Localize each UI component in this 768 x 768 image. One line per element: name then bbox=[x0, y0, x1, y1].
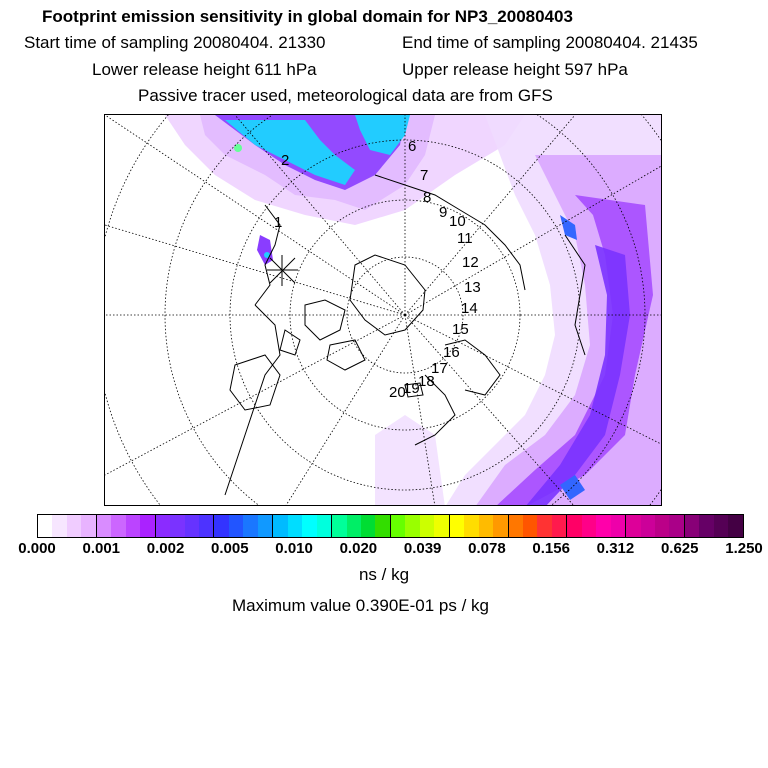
release-point-star bbox=[267, 255, 298, 286]
traj-label-1: 1 bbox=[274, 214, 283, 231]
colorbar-tick-label: 0.078 bbox=[468, 540, 506, 557]
colorbar-cell bbox=[375, 515, 390, 537]
colorbar-cell bbox=[302, 515, 316, 537]
colorbar-cell bbox=[567, 515, 581, 537]
map-canvas bbox=[105, 115, 662, 506]
colorbar-cell bbox=[111, 515, 125, 537]
field-release-blob bbox=[257, 235, 273, 265]
colorbar-cell bbox=[288, 515, 302, 537]
colorbar-cell bbox=[185, 515, 199, 537]
traj-label-18: 18 bbox=[418, 373, 435, 390]
colorbar-tick-label: 0.010 bbox=[275, 540, 313, 557]
traj-label-19: 19 bbox=[403, 380, 420, 397]
upper-height-label: Upper release height 597 hPa bbox=[402, 60, 628, 79]
colorbar-cell bbox=[699, 515, 713, 537]
colorbar-tick-label: 1.250 bbox=[725, 540, 763, 557]
colorbar bbox=[37, 514, 744, 538]
colorbar-cell bbox=[552, 515, 567, 537]
colorbar-cell bbox=[728, 515, 742, 537]
colorbar-cell bbox=[464, 515, 478, 537]
colorbar-tick-label: 0.312 bbox=[596, 540, 635, 557]
colorbar-tick-label: 0.020 bbox=[339, 540, 378, 557]
colorbar-cell bbox=[332, 515, 346, 537]
colorbar-cell bbox=[229, 515, 243, 537]
coast-hudson-bay bbox=[230, 355, 280, 410]
colorbar-cell bbox=[405, 515, 419, 537]
colorbar-tick-label: 0.005 bbox=[211, 540, 249, 557]
colorbar-cell bbox=[391, 515, 405, 537]
colorbar-cell bbox=[38, 515, 52, 537]
colorbar-cell bbox=[317, 515, 332, 537]
traj-label-12: 12 bbox=[462, 254, 479, 271]
colorbar-cell bbox=[655, 515, 669, 537]
start-time-label: Start time of sampling 20080404. 21330 bbox=[24, 33, 326, 52]
coast-greenland bbox=[350, 255, 425, 335]
lower-height-label: Lower release height 611 hPa bbox=[92, 60, 317, 79]
colorbar-cell bbox=[509, 515, 523, 537]
end-time-label: End time of sampling 20080404. 21435 bbox=[402, 33, 698, 52]
colorbar-tick-label: 0.625 bbox=[660, 540, 699, 557]
colorbar-cell bbox=[347, 515, 361, 537]
colorbar-cell bbox=[81, 515, 96, 537]
colorbar-units: ns / kg bbox=[358, 565, 410, 584]
colorbar-cell bbox=[641, 515, 655, 537]
colorbar-cell bbox=[626, 515, 640, 537]
footprint-map bbox=[104, 114, 662, 506]
traj-label-16: 16 bbox=[443, 344, 460, 361]
colorbar-cell bbox=[214, 515, 228, 537]
traj-label-2: 2 bbox=[281, 152, 290, 169]
colorbar-cell bbox=[170, 515, 184, 537]
colorbar-cell bbox=[97, 515, 111, 537]
colorbar-tick-label: 0.002 bbox=[146, 540, 185, 557]
colorbar-cell bbox=[669, 515, 684, 537]
colorbar-cell bbox=[67, 515, 81, 537]
colorbar-cell bbox=[685, 515, 699, 537]
colorbar-cell bbox=[258, 515, 273, 537]
colorbar-cell bbox=[479, 515, 493, 537]
colorbar-tick-label: 0.156 bbox=[532, 540, 570, 557]
colorbar-cell bbox=[596, 515, 610, 537]
colorbar-cell bbox=[361, 515, 375, 537]
colorbar-cell bbox=[52, 515, 66, 537]
traj-label-13: 13 bbox=[464, 279, 481, 296]
traj-label-14: 14 bbox=[461, 300, 478, 317]
map-title: Footprint emission sensitivity in global domain for NP3_20080403 bbox=[42, 7, 573, 26]
colorbar-cell bbox=[243, 515, 257, 537]
traj-label-6: 6 bbox=[408, 138, 417, 155]
colorbar-cell bbox=[450, 515, 464, 537]
footprint-field bbox=[165, 115, 662, 506]
tracer-note: Passive tracer used, meteorological data are from GFS bbox=[138, 86, 553, 105]
colorbar-tick-label: 0.000 bbox=[18, 540, 56, 557]
colorbar-cell bbox=[523, 515, 537, 537]
colorbar-cell bbox=[140, 515, 155, 537]
traj-label-8: 8 bbox=[423, 189, 432, 206]
maximum-value-label: Maximum value 0.390E-01 ps / kg bbox=[232, 596, 490, 615]
colorbar-cell bbox=[273, 515, 287, 537]
traj-label-9: 9 bbox=[439, 204, 448, 221]
traj-label-7: 7 bbox=[420, 167, 429, 184]
colorbar-cell bbox=[420, 515, 434, 537]
colorbar-tick-label: 0.001 bbox=[82, 540, 121, 557]
traj-label-11: 11 bbox=[457, 230, 473, 247]
coast-canada-archipelago bbox=[280, 300, 365, 370]
colorbar-cell bbox=[434, 515, 449, 537]
colorbar-tick-label: 0.039 bbox=[403, 540, 442, 557]
colorbar-cell bbox=[611, 515, 626, 537]
colorbar-cell bbox=[537, 515, 551, 537]
traj-label-20: 20 bbox=[389, 384, 406, 401]
colorbar-cell bbox=[493, 515, 508, 537]
traj-label-17: 17 bbox=[431, 360, 448, 377]
colorbar-cell bbox=[199, 515, 214, 537]
colorbar-cell bbox=[156, 515, 170, 537]
colorbar-cell bbox=[582, 515, 596, 537]
colorbar-cell bbox=[126, 515, 140, 537]
traj-label-10: 10 bbox=[449, 213, 466, 230]
colorbar-cell bbox=[714, 515, 728, 537]
traj-label-15: 15 bbox=[452, 321, 469, 338]
